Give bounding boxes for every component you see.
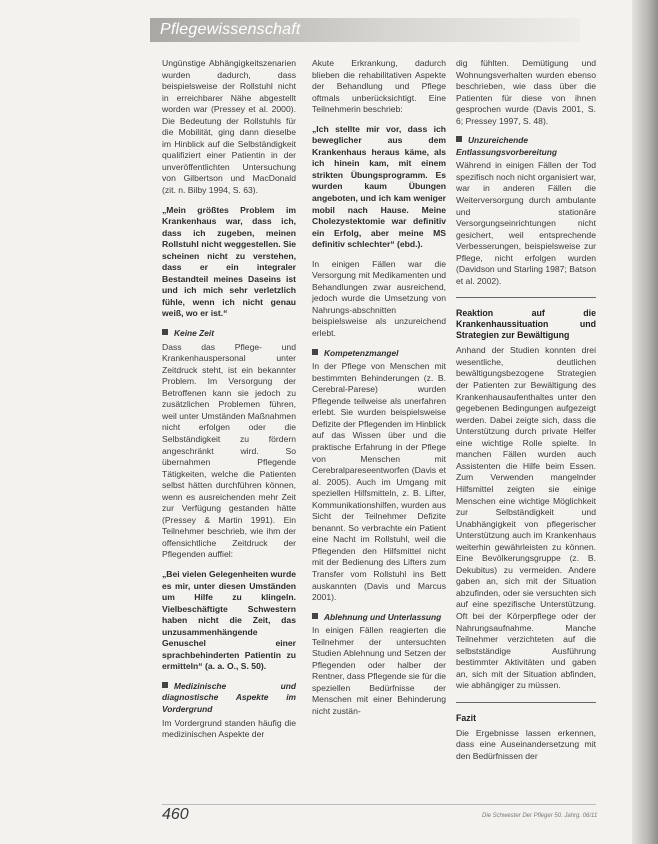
square-bullet-icon [456,136,462,142]
paragraph: Die Ergebnisse lassen erkennen, dass eine Auseinandersetzung mit den Bedürfnissen der [456,727,596,761]
text-column-1 [162,58,296,742]
divider [456,297,596,298]
square-bullet-icon [162,682,168,688]
quote-block: „Mein größtes Problem im Krankenhaus war, dass ich, dass ich zugeben, meinen Rollstuhl nicht weggestellen. Sie scheinen nicht zu verstehen, dass er ein integraler Bestandteil meines Daseins ist und ich mich sehr verletzlich fühle, wenn ich nicht genau weiß, wo er ist.“ [162,204,296,319]
quote-block: „Bei vielen Gelegenheiten wurde es mir, unter diesen Umständen um Hilfe zu klingeln. Vielbeschäftigte Schwestern haben nicht die Zeit, das unzusammenhängende Genuschel einer sprachbehinderten Patientin zu ermitteln“ (a. a. O., S. 50). [162,568,296,672]
square-bullet-icon [162,329,168,335]
paragraph: Dass das Pflege- und Krankenhauspersonal unter Zeitdruck steht, ist ein bekannter Problem. Im Versorgung der Betroffenen kann sie jedoch zu zusätzlichen Problemen führen, weil unter Umständen Maßnahmen nicht erfolgen oder die Selbständigkeit zu fördern angeschränkt wird. So übernahmen Pflegende Tätigkeiten, welche die Patienten selbst hätten durchführen können, wenn es ausreichenden mehr Zeit zur Verfügung gestanden hätte (Pressey & Martin 1991). Ein Teilnehmer beschrieb, wie ihm der offensichtliche Zeitdruck der Pflegenden auffiel: [162,341,296,560]
subsection-heading: Keine Zeit [162,328,296,340]
book-gutter-shadow [632,0,658,844]
paragraph: Während in einigen Fällen der Tod spezifisch noch nicht organisiert war, war in anderen Fällen die Weiterversorgung durch ambulante und stationäre Versorgungseinrichtungen nicht gesichert, weil entsprechende Verbesserungen, beispielsweise zur Pflege, nicht erfolgen wurden (Davidson und Starling 1987; Batson et al. 2002). [456,160,596,286]
paragraph: Anhand der Studien konnten drei wesentliche, deutlichen bewältigungsbezogene Strategien der Patienten zur Bewältigung des Krankenhausaufenthaltes unter den gegebenen Bedingungen aufgezeigt werden. Dabei zeigte sich, dass die Unterstützung durch private Helfer eine wichtige Rolle spielte. In manchen Fällen wurden auch Assistenten die Hilfe beim Essen. Zum Verwenden mangelnder Hilfsmittel zeigten sie einige Menschen eine wichtige Möglichkeit zur Selbständigkeit und Unabhängigkeit von pflegerischer Unterstützung auch im Krankenhaus weiterhin gewährleisten zu können. Eine Bevölkerungsgruppe (z. B. Dekubitus) zu vermeiden. Andere gaben an, sich mit der Situation abzufinden, oder sie versuchten sich auf eine spezifische Unterstützung. Oft bei der Körperpflege oder der Nahrungsaufnahme. Manche Teilnehmer verzichteten auf die selbstständige Ausführung bestimmter Aktivitäten und gaben an, sich mit der Situation abfinden, wie abhängiger zu müssen. [456,345,596,691]
page-number: 460 [162,806,189,823]
paragraph: Ungünstige Abhängigkeitszenarien wurden dadurch, dass beispielsweise der Rollstuhl nicht in erreichbarer Nähe abgestellt worden war (Pressey et al. 2000). Die Bedeutung der Rollstuhls für die Mobilität, ging dann dieselbe im Hinblick auf die Selbständigkeit qualifiziert einer Patientin in der unveröffentlichten Untersuchung von Gilbertson und MacDonald (zit. n. Bilby 1994, S. 63). [162,58,296,196]
text-column-3 [456,58,596,763]
paragraph: Akute Erkrankung, dadurch blieben die rehabilitativen Aspekte der Behandlung und Pflege oftmals unberücksichtigt. Eine Teilnehmerin beschrieb: [312,58,446,115]
section-title: Pflegewissenschaft [160,21,301,38]
paragraph: In der Pflege von Menschen mit bestimmten Behinderungen (z. B. Cerebral-Parese) wurden Pflegende teilweise als unerfahren erlebt. Sie wurden beispielsweise Defizite der Pflegenden im Hinblick auf das Wissen über und die praktische Erfahrung in der Pflege von Menschen mit Cerebralpareseentworfen (Davis et al. 2005). Auch im Umgang mit speziellen Hilfsmitteln, z. B. Lifter, Kommunikationshilfen, wurden aus Sicht der Teilnehmer Defizite benannt. So verbrachte ein Patient eine Nacht im Rollstuhl, weil die Pflegenden den Hilfsmittel nicht mit der Bedienung des Lifters zum Transfer vom Rollstuhl ins Bett auskannten (Davis und Marcus 2001). [312,361,446,603]
subsection-heading: Ablehnung und Unterlassung [312,612,446,624]
square-bullet-icon [312,349,318,355]
footer-divider [162,804,596,805]
subsection-heading: Unzureichende Entlassungsvorbereitung [456,135,557,157]
footer-source: Die Schwester Der Pfleger 50. Jahrg. 06/11 [482,813,598,819]
divider [456,702,596,703]
fazit-heading: Fazit [456,712,477,723]
section-heading: Reaktion auf die Krankenhaussituation und Strategien zur Bewältigung [456,308,596,341]
subsection-heading: Kompetenzmangel [312,348,446,360]
paragraph: Im Vordergrund standen häufig die medizinischen Aspekte der [162,717,296,740]
quote-block: „Ich stellte mir vor, dass ich beweglicher aus dem Krankenhaus heraus käme, als ich hinein kam, mit einem strikten Übungsprogramm. Es wurden kaum Übungen angeboten, und ich kam weniger mobil nach Hause. Meine Cholezystektomie war definitiv ein Erfolg, aber meine MS definitiv schlechter“ (ebd.). [312,123,446,250]
paragraph: In einigen Fällen war die Versorgung mit Medikamenten und Behandlungen zwar ausreichend, jedoch wurde die Umsetzung von Nahrungs-abschnitten beispielsweise als unzureichend erlebt. [312,258,446,339]
text-column-2 [312,58,446,719]
paragraph: dig fühlten. Demütigung und Wohnungsverhalten wurden ebenso beschrieben, wie dass über die Patienten für diese von ihnen gesprochen wurde (Davis 2001, S. 6; Pressey 1997, S. 48). [456,58,596,126]
square-bullet-icon [312,613,318,619]
subsection-heading: Medizinische und diagnostische Aspekte im Vordergrund [162,680,296,714]
paragraph: In einigen Fällen reagierten die Teilnehmer der untersuchten Studien Ablehnung und Setzen der Pflegenden oder halber der Rentner, dass Pflegende sie für die speziellen Bedürfnisse der Menschen mit einer Behinderung nicht zustän- [312,625,446,716]
